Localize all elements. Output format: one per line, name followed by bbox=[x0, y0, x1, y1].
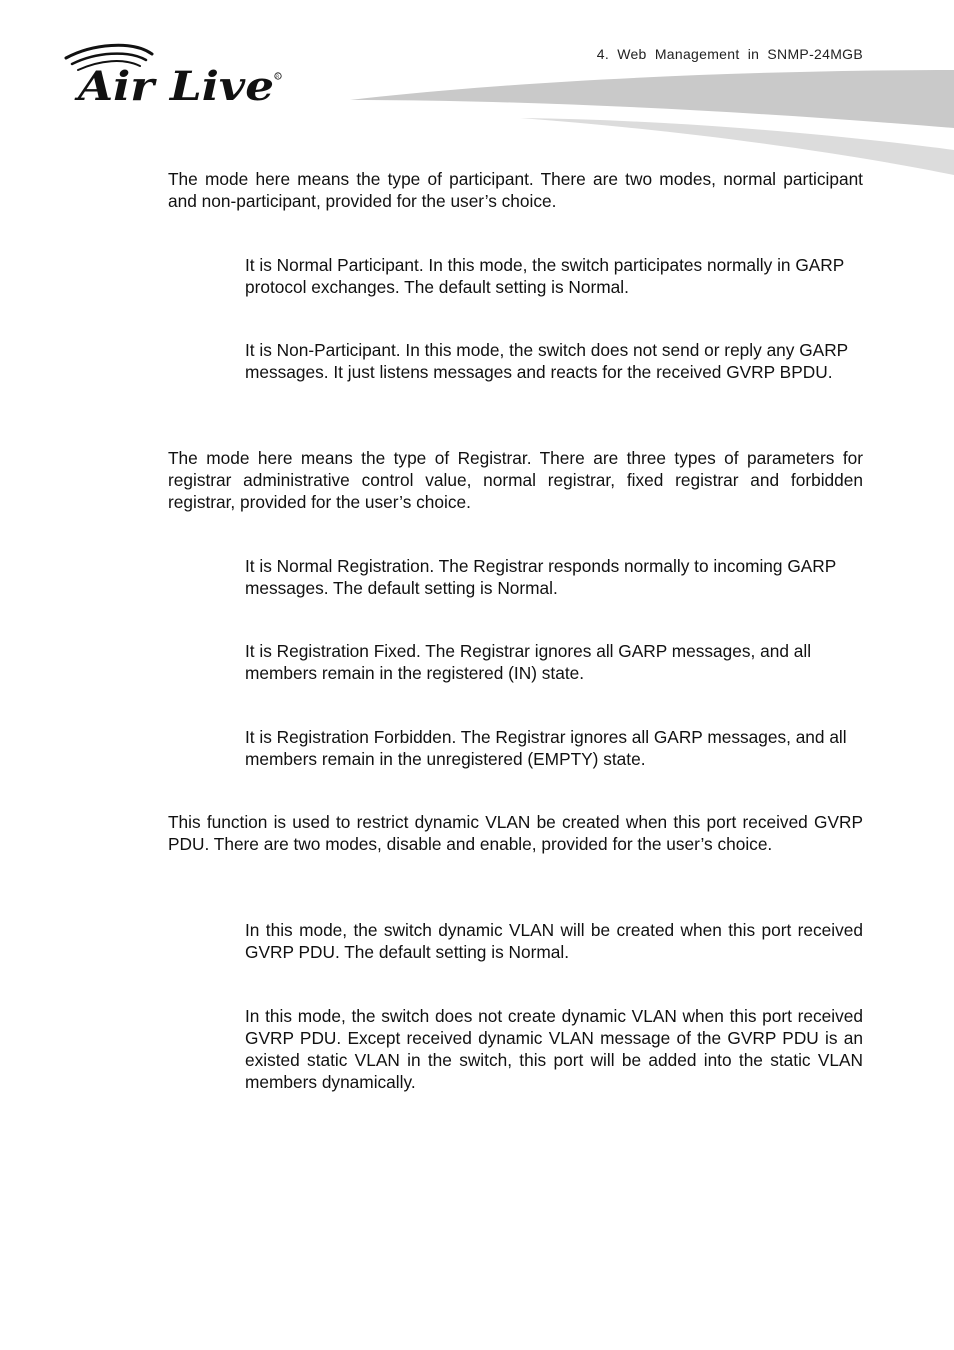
svg-text:Air Live: Air Live bbox=[73, 63, 274, 110]
chapter-header: 4. Web Management in SNMP-24MGB bbox=[596, 46, 863, 62]
participant-mode-description: The mode here means the type of participant. There are two modes, normal participant and non-participant, provided for the user’s choice. bbox=[168, 169, 863, 211]
airlive-logo bbox=[62, 40, 292, 110]
normal-registration-description: It is Normal Registration. The Registrar responds normally to incoming GARP messages. The default setting is Normal. bbox=[245, 556, 836, 598]
registration-fixed-description: It is Registration Fixed. The Registrar ignores all GARP messages, and all members remain in the registered (IN) state. bbox=[245, 641, 812, 683]
normal-participant-description: It is Normal Participant. In this mode, the switch participates normally in GARP protocol exchanges. The default setting is Normal. bbox=[245, 255, 844, 297]
svg-text:R: R bbox=[276, 74, 280, 79]
registration-forbidden-description: It is Registration Forbidden. The Registrar ignores all GARP messages, and all members remain in the unregistered (EMPTY) state. bbox=[245, 727, 847, 769]
restricted-disable-description: In this mode, the switch dynamic VLAN will be created when this port received GVRP PDU. The default setting is Normal. bbox=[245, 920, 863, 962]
restricted-enable-description: In this mode, the switch does not create dynamic VLAN when this port received GVRP PDU. Except received dynamic VLAN message of the GVRP PDU is an existed static VLAN in the switch, this port will be added into the static VLAN members dynamically. bbox=[245, 1006, 863, 1092]
restricted-mode-description: This function is used to restrict dynamic VLAN be created when this port received GVRP PDU. There are two modes, disable and enable, provided for the user’s choice. bbox=[168, 812, 863, 854]
registrar-mode-description: The mode here means the type of Registrar. There are three types of parameters for registrar administrative control value, normal registrar, fixed registrar and forbidden registrar, provided for the user’s choice. bbox=[168, 448, 863, 512]
non-participant-description: It is Non-Participant. In this mode, the switch does not send or reply any GARP messages. It just listens messages and reacts for the received GVRP BPDU. bbox=[245, 340, 848, 382]
